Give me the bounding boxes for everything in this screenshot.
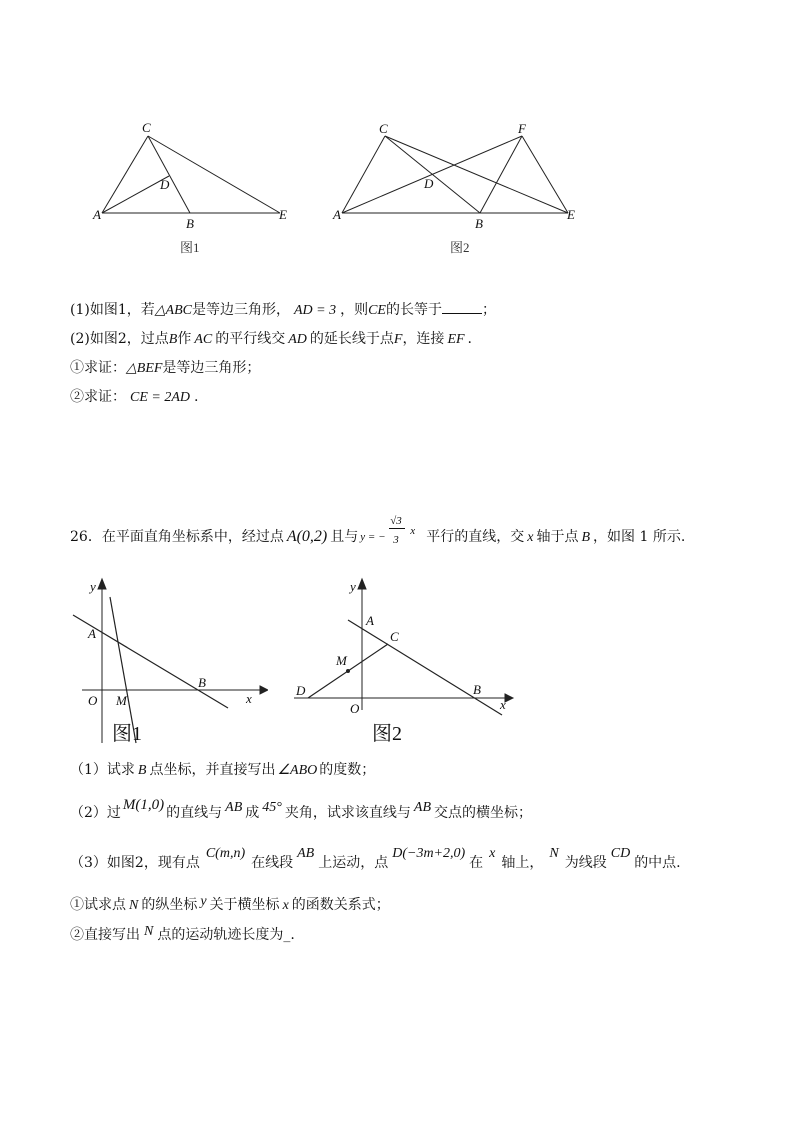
label-b: B bbox=[473, 682, 481, 697]
figure-caption: 图1 bbox=[112, 723, 142, 745]
figure-3-coordinate bbox=[68, 575, 268, 750]
answer-blank bbox=[442, 313, 482, 314]
label-e: E bbox=[567, 207, 575, 222]
segment-ce bbox=[385, 136, 568, 213]
segment-fe bbox=[522, 136, 568, 213]
label-b: B bbox=[198, 675, 206, 690]
segment-af bbox=[342, 136, 522, 213]
label-e: E bbox=[279, 207, 287, 222]
label-y: y bbox=[90, 579, 96, 594]
q26-part1: （1）试求 B 点坐标，并直接写出 ∠ABO 的度数； bbox=[70, 762, 376, 778]
q25-part1: (1)如图1，若△ABC是等边三角形， AD = 3 ，则CE的长等于 ； bbox=[70, 302, 496, 318]
label-d: D bbox=[160, 177, 170, 192]
q26-part3: （3）如图2，现有点C(m,n)在线段AB上运动，点D(−3m+2,0)在x轴上，N为线段CD的中点. bbox=[70, 846, 681, 871]
segment-ce bbox=[148, 136, 280, 213]
y-axis-arrow bbox=[358, 579, 366, 589]
figure-caption: 图2 bbox=[450, 240, 470, 255]
label-a: A bbox=[88, 626, 96, 641]
x-axis-arrow bbox=[505, 694, 513, 702]
q25-part2-i: ①求证：△BEF是等边三角形； bbox=[70, 360, 261, 376]
q26-part3-ii: ②直接写出 N 点的运动轨迹长度为_. bbox=[70, 924, 295, 943]
label-c: C bbox=[390, 629, 399, 644]
segment-ac bbox=[102, 136, 148, 213]
label-d: D bbox=[296, 683, 306, 698]
label-b: B bbox=[186, 216, 194, 231]
y-axis-arrow bbox=[98, 579, 106, 589]
label-x: x bbox=[500, 697, 506, 712]
figure-1 bbox=[90, 118, 300, 263]
q26-stem: 26．在平面直角坐标系中，经过点 A(0,2) 且与 y = − √3 3 x 平行的直线，交 x 轴于点 B ，如图 1 所示. bbox=[70, 515, 686, 546]
label-a: A bbox=[366, 613, 374, 628]
segment-ad bbox=[102, 176, 169, 213]
x-axis-arrow bbox=[260, 686, 268, 694]
label-m: M bbox=[336, 653, 347, 668]
segment-ac bbox=[342, 136, 385, 213]
label-c: C bbox=[142, 120, 151, 135]
q25-part2-ii: ②求证： CE = 2AD . bbox=[70, 389, 199, 405]
label-a: A bbox=[333, 207, 341, 222]
q25-part2: (2)如图2，过点B作 AC 的平行线交 AD 的延长线于点F，连接 EF . bbox=[70, 331, 472, 347]
label-a: A bbox=[93, 207, 101, 222]
line-ab bbox=[348, 620, 502, 715]
segment-bf bbox=[480, 136, 522, 213]
q26-part3-i: ①试求点 N 的纵坐标 y 关于横坐标 x 的函数关系式； bbox=[70, 894, 390, 913]
label-d: D bbox=[424, 176, 434, 191]
label-o: O bbox=[350, 701, 360, 716]
figure-caption: 图2 bbox=[372, 723, 402, 745]
figure-caption: 图1 bbox=[180, 240, 200, 255]
label-x: x bbox=[246, 691, 252, 706]
label-c: C bbox=[379, 121, 388, 136]
label-m: M bbox=[116, 693, 127, 708]
point-m bbox=[346, 669, 350, 673]
segment-cb bbox=[148, 136, 190, 213]
equation: y = − √3 3 x bbox=[360, 515, 416, 546]
label-f: F bbox=[518, 121, 526, 136]
q26-part2: （2）过 M(1,0) 的直线与 AB 成 45° 夹角，试求该直线与 AB 交点的横坐标； bbox=[70, 797, 532, 821]
label-b: B bbox=[475, 216, 483, 231]
figure-4-coordinate bbox=[290, 575, 520, 750]
label-o: O bbox=[88, 693, 98, 708]
figure-2 bbox=[330, 118, 590, 263]
line-through-m bbox=[110, 597, 136, 743]
fraction-bar bbox=[389, 528, 405, 529]
label-y: y bbox=[350, 579, 356, 594]
